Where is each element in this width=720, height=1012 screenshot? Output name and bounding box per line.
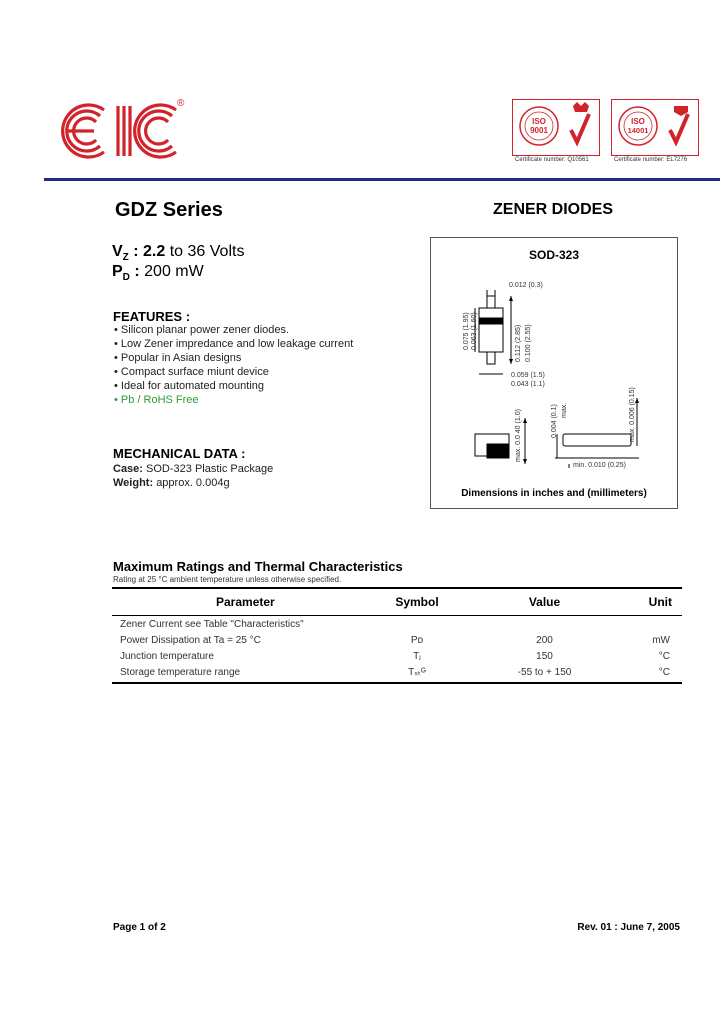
iso14001-caption: Certificate number: EL7276 bbox=[614, 157, 688, 163]
weight-value: approx. 0.004g bbox=[156, 477, 230, 489]
iso14001-seal-icon bbox=[612, 100, 698, 155]
ratings-note: Rating at 25 °C ambient temperature unless otherwise specified. bbox=[113, 575, 342, 584]
package-outline-drawing bbox=[431, 238, 677, 508]
eic-logo-graphic bbox=[60, 100, 180, 162]
series-title: GDZ Series bbox=[115, 199, 223, 221]
cell-param: Storage temperature range bbox=[120, 667, 241, 678]
dim-width-min: 0.043 (1.1) bbox=[511, 381, 545, 388]
iso14001-certificate bbox=[611, 99, 699, 156]
cell-symbol: Pᴅ bbox=[410, 635, 424, 646]
table-row bbox=[112, 648, 682, 664]
pd-spec bbox=[112, 263, 204, 283]
ratings-table bbox=[112, 587, 682, 684]
weight-label: Weight: bbox=[113, 477, 154, 489]
table-header-row bbox=[112, 589, 682, 615]
revision-date: Rev. 01 : June 7, 2005 bbox=[577, 922, 680, 933]
col-unit: Unit bbox=[648, 595, 672, 609]
dim-height: max. 0.0 40 (1.0) bbox=[515, 409, 522, 462]
dim-lead-length: min. 0.010 (0.25) bbox=[573, 462, 626, 469]
cell-param: Zener Current see Table "Characteristics" bbox=[120, 619, 304, 630]
cell-symbol: Tⱼ bbox=[413, 651, 421, 662]
vz-symbol: V bbox=[112, 243, 123, 260]
package-caption: Dimensions in inches and (millimeters) bbox=[461, 488, 647, 499]
pd-symbol: P bbox=[112, 263, 123, 280]
cell-unit: mW bbox=[652, 635, 670, 646]
cell-param: Junction temperature bbox=[120, 651, 214, 662]
case-line bbox=[113, 463, 273, 475]
page-number: Page 1 of 2 bbox=[113, 922, 166, 933]
cell-unit: °C bbox=[658, 651, 670, 662]
vz-range: to 36 Volts bbox=[169, 243, 245, 260]
case-label: Case: bbox=[113, 463, 143, 475]
svg-text:ISO: ISO bbox=[532, 117, 546, 126]
feature-item: • Popular in Asian designs bbox=[114, 352, 242, 364]
header-rule bbox=[44, 178, 720, 181]
cell-param: Power Dissipation at Ta = 25 °C bbox=[120, 635, 261, 646]
table-row bbox=[112, 664, 682, 682]
mechanical-heading: MECHANICAL DATA : bbox=[113, 446, 246, 461]
feature-item: • Compact surface miunt device bbox=[114, 366, 269, 378]
cell-value: -55 to + 150 bbox=[517, 667, 572, 678]
vz-spec bbox=[112, 243, 244, 263]
dim-overall-min: 0.100 (2.55) bbox=[525, 324, 532, 362]
package-drawing bbox=[430, 237, 678, 509]
svg-text:9001: 9001 bbox=[530, 126, 548, 135]
svg-text:ISO: ISO bbox=[631, 117, 645, 126]
iso9001-certificate bbox=[512, 99, 600, 156]
eic-logo bbox=[60, 100, 180, 167]
cell-unit: °C bbox=[658, 667, 670, 678]
dim-overall-max: 0.112 (2.85) bbox=[515, 324, 522, 362]
pd-separator: : bbox=[134, 263, 140, 280]
dim-total-height: max. 0.006 (0.15) bbox=[629, 387, 636, 442]
iso9001-caption: Certificate number: Q10561 bbox=[515, 157, 589, 163]
case-value: SOD-323 Plastic Package bbox=[146, 463, 274, 475]
col-value: Value bbox=[528, 595, 561, 609]
vz-separator: : bbox=[133, 243, 139, 260]
cell-symbol: Tₛₜᴳ bbox=[408, 667, 426, 678]
weight-line bbox=[113, 477, 230, 489]
dim-body-length-max: 0.075 (1.95) bbox=[463, 312, 470, 350]
feature-item-rohs: • Pb / RoHS Free bbox=[114, 394, 199, 406]
vz-subscript: Z bbox=[122, 252, 129, 264]
package-title: SOD-323 bbox=[528, 248, 580, 262]
dim-width-max: 0.059 (1.5) bbox=[511, 372, 545, 379]
registered-mark: ® bbox=[177, 98, 185, 109]
feature-item: • Ideal for automated mounting bbox=[114, 380, 264, 392]
col-parameter: Parameter bbox=[216, 595, 275, 609]
pd-subscript: D bbox=[122, 272, 130, 284]
dim-lead-thickness: 0.004 (0.1) bbox=[551, 404, 558, 438]
pd-value: 200 mW bbox=[144, 263, 204, 280]
features-heading: FEATURES : bbox=[113, 309, 191, 324]
col-symbol: Symbol bbox=[395, 595, 439, 609]
ratings-heading: Maximum Ratings and Thermal Characteristics bbox=[113, 559, 403, 574]
svg-text:14001: 14001 bbox=[627, 126, 649, 135]
dim-lead-thickness-max: max. bbox=[561, 402, 568, 418]
dim-lead-width: 0.012 (0.3) bbox=[509, 282, 543, 289]
table-row bbox=[112, 632, 682, 648]
product-type-title: ZENER DIODES bbox=[493, 201, 614, 218]
iso9001-seal-icon bbox=[513, 100, 599, 155]
vz-min: 2.2 bbox=[143, 243, 166, 260]
feature-item: • Low Zener impredance and low leakage current bbox=[114, 338, 354, 350]
table-row bbox=[112, 616, 682, 632]
cell-value: 150 bbox=[536, 651, 553, 662]
cell-value: 200 bbox=[536, 635, 553, 646]
table-bottom-rule bbox=[112, 682, 682, 684]
dim-body-length-min: 0.063 (1.60) bbox=[471, 312, 478, 350]
feature-item: • Silicon planar power zener diodes. bbox=[114, 324, 290, 336]
